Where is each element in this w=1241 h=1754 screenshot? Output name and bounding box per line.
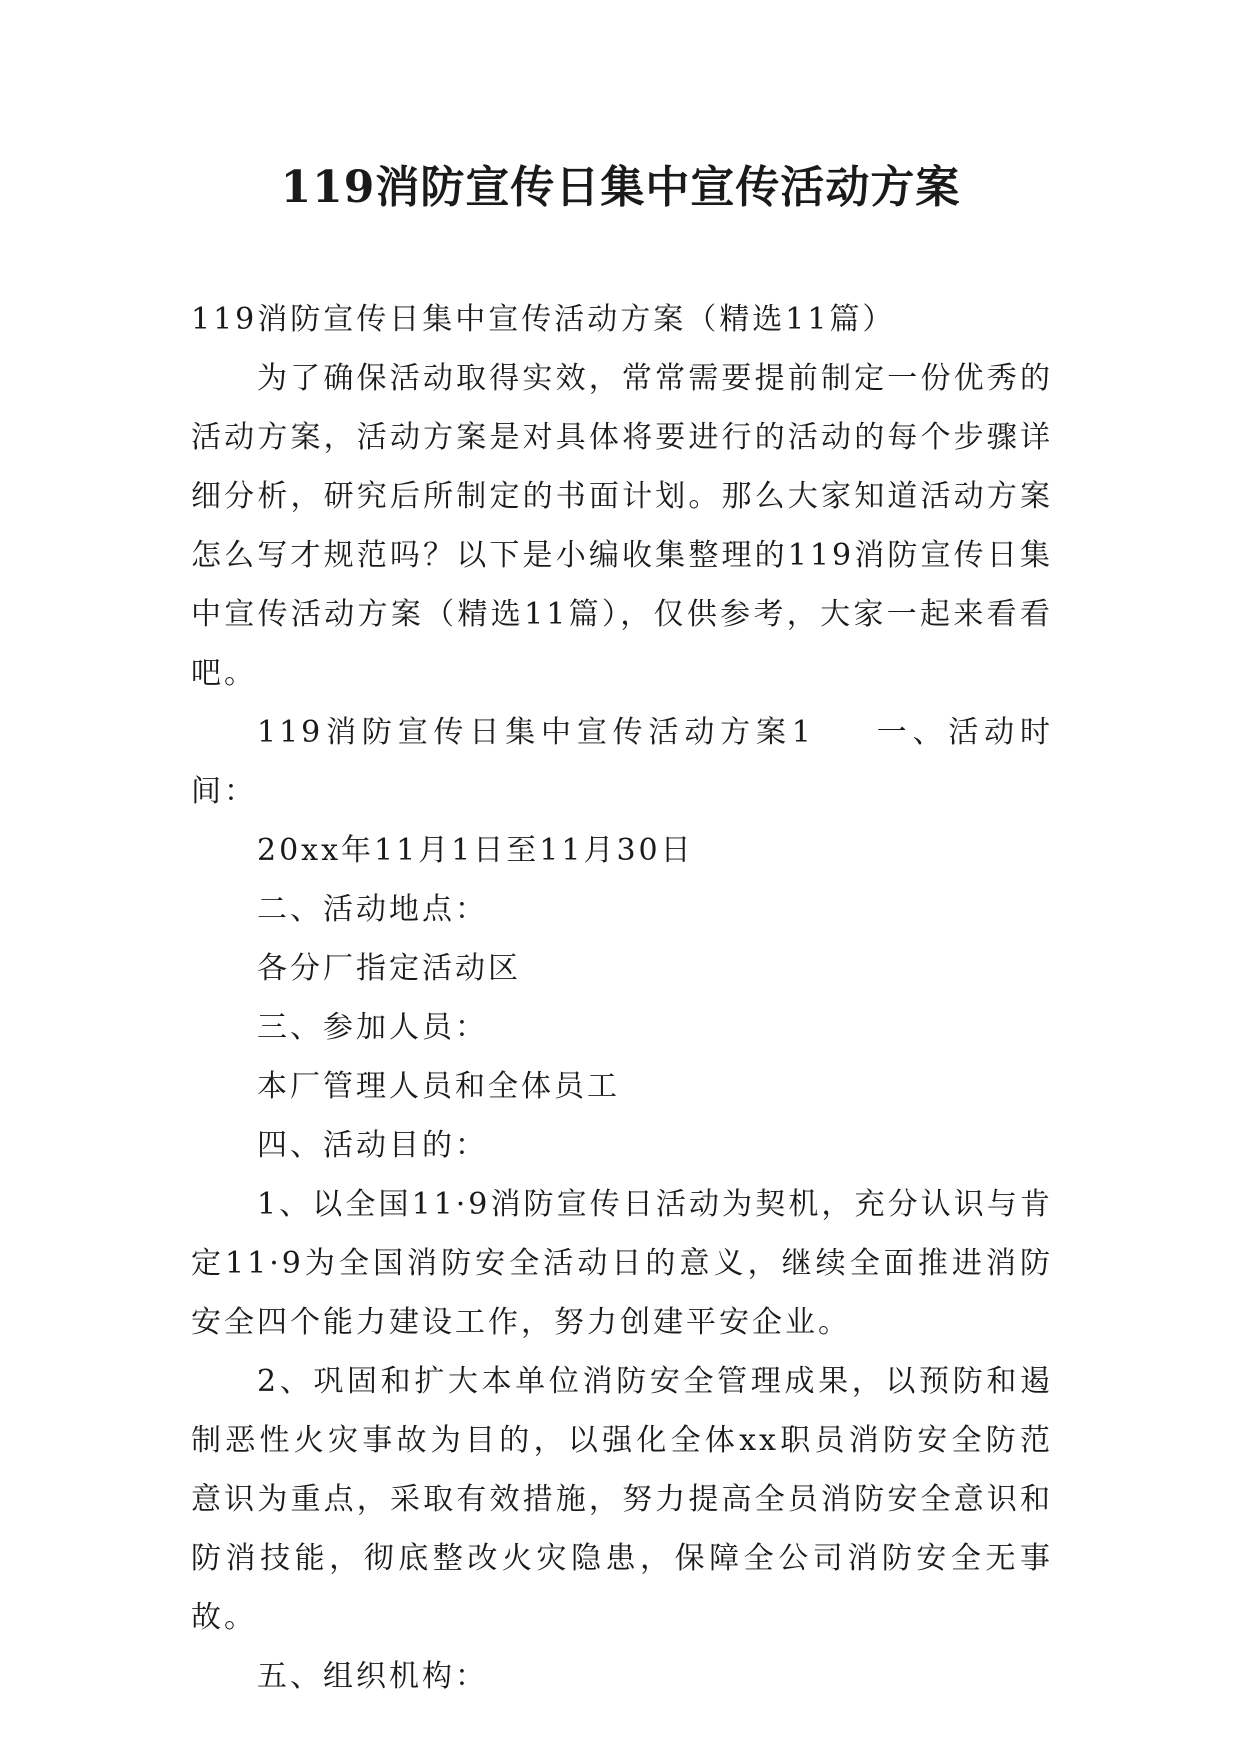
time-value: 20xx年11月1日至11月30日 [257, 833, 694, 868]
goal-item-2: 2、巩固和扩大本单位消防安全管理成果，以预防和遏制恶性火灾事故为目的，以强化全体xx职员消防安全防范意识为重点，采取有效措施，努力提高全员消防安全意识和防消技能，彻底整改火灾隐患，保障全公司消防安全无事故。 [191, 1364, 1053, 1635]
goal-heading: 四、活动目的： [257, 1128, 488, 1163]
people-value: 本厂管理人员和全体员工 [257, 1069, 620, 1104]
document-subtitle: 119消防宣传日集中宣传活动方案（精选11篇） [191, 302, 896, 337]
section-title-line [191, 703, 1053, 821]
people-heading: 三、参加人员： [257, 1010, 488, 1045]
place-heading: 二、活动地点： [257, 892, 488, 927]
document-body [191, 290, 1053, 1706]
intro-paragraph: 为了确保活动取得实效，常常需要提前制定一份优秀的活动方案，活动方案是对具体将要进行的活动的每个步骤详细分析，研究后所制定的书面计划。那么大家知道活动方案怎么写才规范吗？以下是小编收集整理的119消防宣传日集中宣传活动方案（精选11篇），仅供参考，大家一起来看看吧。 [191, 361, 1053, 691]
document-title: 119消防宣传日集中宣传活动方案 [280, 162, 961, 213]
goal-item-1: 1、以全国11·9消防宣传日活动为契机，充分认识与肯定11·9为全国消防安全活动日的意义，继续全面推进消防安全四个能力建设工作，努力创建平安企业。 [191, 1187, 1053, 1340]
time-heading: 一、活动时间： [191, 715, 1053, 809]
org-heading: 五、组织机构： [257, 1659, 488, 1694]
place-value: 各分厂指定活动区 [257, 951, 521, 986]
section-1-title: 119消防宣传日集中宣传活动方案1 [257, 715, 814, 750]
